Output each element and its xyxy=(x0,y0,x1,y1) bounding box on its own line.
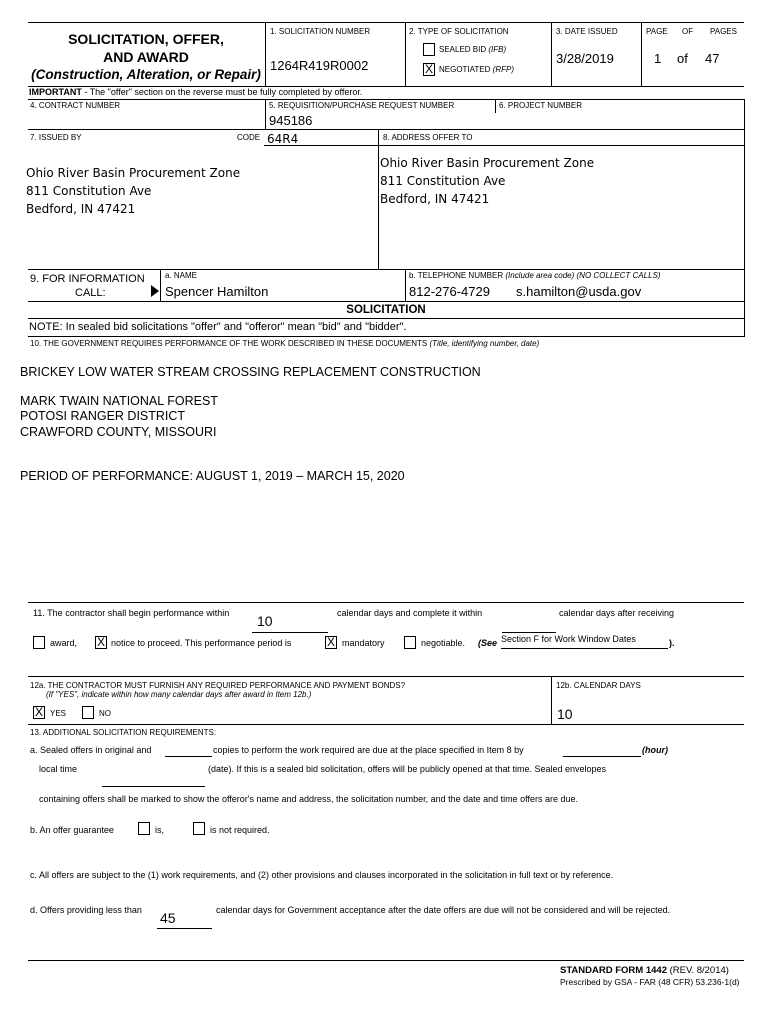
guarantee-is-checkbox[interactable] xyxy=(138,822,150,835)
item13a-part3: (date). If this is a sealed bid solicitation, offers will be publicly opened at that time. Sealed envelopes xyxy=(208,764,607,774)
see-reference[interactable]: Section F for Work Window Dates xyxy=(501,634,668,649)
item10-note: (Title, identifying number, date) xyxy=(429,339,540,348)
form-number xyxy=(560,965,729,977)
bonds-yes-label: YES xyxy=(50,709,67,718)
pages-label: PAGES xyxy=(710,27,737,36)
item12a-note: (If "YES", indicate within how many calendar days after award in Item 12b.) xyxy=(46,690,312,699)
negotiable-label: negotiable. xyxy=(421,638,466,648)
form-number-bold: STANDARD FORM 1442 xyxy=(560,965,667,976)
item12b-label: 12b. CALENDAR DAYS xyxy=(556,681,641,690)
see-label: (See xyxy=(478,638,498,648)
item11-text3: calendar days after receiving xyxy=(559,608,675,618)
negotiated-checkbox[interactable]: X xyxy=(424,62,433,76)
negotiable-checkbox[interactable] xyxy=(404,636,416,649)
contact-name-label: a. NAME xyxy=(165,271,198,280)
telephone-note: (Include area code) (NO COLLECT CALLS) xyxy=(505,271,661,280)
item13c-text: c. All offers are subject to the (1) work requirements, and (2) other provisions and clauses incorporated in the solicitation in full text or by reference. xyxy=(30,870,614,880)
page-label: PAGE xyxy=(646,27,668,36)
bonds-no-checkbox[interactable] xyxy=(82,706,94,719)
item13a-part1: a. Sealed offers in original and xyxy=(30,745,152,755)
project-number-label: 6. PROJECT NUMBER xyxy=(499,101,582,110)
date-issued-label: 3. DATE ISSUED xyxy=(556,27,618,36)
telephone-label xyxy=(409,271,661,281)
contact-name-value[interactable]: Spencer Hamilton xyxy=(165,284,269,299)
form-revision: (REV. 8/2014) xyxy=(669,965,729,976)
date-issued-value[interactable]: 3/28/2019 xyxy=(556,51,614,66)
award-checkbox[interactable] xyxy=(33,636,45,649)
form-title-line2: AND AWARD xyxy=(103,49,189,65)
forest-name: MARK TWAIN NATIONAL FOREST xyxy=(20,394,218,408)
of-label: OF xyxy=(682,27,694,36)
acceptance-days-value[interactable]: 45 xyxy=(160,910,176,926)
email-value[interactable]: s.hamilton@usda.gov xyxy=(516,284,642,299)
item12b-value[interactable]: 10 xyxy=(557,706,573,722)
issued-by-label: 7. ISSUED BY xyxy=(30,133,82,142)
solicitation-heading: SOLICITATION xyxy=(346,304,426,316)
sealed-bid-checkbox[interactable] xyxy=(423,43,435,56)
item13a-part2: copies to perform the work required are due at the place specified in Item 8 by xyxy=(213,745,524,755)
see-close: ). xyxy=(669,638,675,648)
item13b-label: b. An offer guarantee xyxy=(30,825,114,835)
item13a-part4: containing offers shall be marked to show the offeror's name and address, the solicitation number, and the date and time offers are due. xyxy=(39,794,579,804)
solicitation-number-label: 1. SOLICITATION NUMBER xyxy=(270,27,371,36)
item13d-part2: calendar days for Government acceptance after the date offers are due will not be considered and will be rejected. xyxy=(216,905,671,915)
form-title-line3: (Construction, Alteration, or Repair) xyxy=(31,67,261,82)
sealed-bid-text xyxy=(439,45,506,55)
sealed-bid-label: SEALED BID xyxy=(439,45,487,54)
item13a-local-time: local time xyxy=(39,764,78,774)
item13b-not: is not required. xyxy=(210,825,270,835)
mandatory-label: mandatory xyxy=(342,638,385,648)
requisition-number-label: 5. REQUISITION/PURCHASE REQUEST NUMBER xyxy=(269,101,455,110)
notice-to-proceed-checkbox[interactable]: X xyxy=(96,635,105,649)
telephone-label-text: b. TELEPHONE NUMBER xyxy=(409,271,504,280)
info-call-label xyxy=(30,272,158,300)
issuing-office-code[interactable]: 64R4 xyxy=(267,132,299,146)
offer-to-address[interactable]: Ohio River Basin Procurement Zone 811 Constitution Ave Bedford, IN 47421 xyxy=(380,156,595,206)
bonds-yes-checkbox[interactable]: X xyxy=(34,705,43,719)
requisition-number-value[interactable]: 945186 xyxy=(269,113,313,128)
sealed-bid-abbr: (IFB) xyxy=(488,45,507,54)
bid-note: NOTE: In sealed bid solicitations "offer" and "offeror" mean "bid" and "bidder". xyxy=(29,321,407,333)
item13-label: 13. ADDITIONAL SOLICITATION REQUIREMENTS: xyxy=(30,728,217,737)
item13a-hour: (hour) xyxy=(642,745,668,755)
prescribed-by: Prescribed by GSA - FAR (48 CFR) 53.236-1(d) xyxy=(560,977,740,987)
address-offer-to-label: 8. ADDRESS OFFER TO xyxy=(383,133,473,142)
award-label: award, xyxy=(50,638,78,648)
code-label: CODE xyxy=(237,133,261,142)
important-text: - The "offer" section on the reverse must be fully completed by offeror. xyxy=(81,87,363,97)
solicitation-type-label: 2. TYPE OF SOLICITATION xyxy=(409,27,509,36)
item11-text2: calendar days and complete it within xyxy=(337,608,483,618)
item11-text1: 11. The contractor shall begin performance within xyxy=(33,608,230,618)
info-call-line1: 9. FOR INFORMATION xyxy=(30,273,145,285)
item13b-is: is, xyxy=(155,825,164,835)
begin-performance-days[interactable]: 10 xyxy=(257,613,273,629)
arrow-right-icon xyxy=(151,285,159,297)
period-of-performance: PERIOD OF PERFORMANCE: AUGUST 1, 2019 – MARCH 15, 2020 xyxy=(20,469,405,483)
bonds-no-label: NO xyxy=(99,709,111,718)
form-title-line1: SOLICITATION, OFFER, xyxy=(68,31,224,47)
negotiated-text xyxy=(439,65,514,75)
item13d-part1: d. Offers providing less than xyxy=(30,905,142,915)
telephone-value[interactable]: 812-276-4729 xyxy=(409,284,490,299)
negotiated-abbr: (RFP) xyxy=(492,65,514,74)
solicitation-number-value[interactable]: 1264R419R0002 xyxy=(270,58,369,73)
due-date-field[interactable] xyxy=(102,774,205,787)
item10-label xyxy=(30,339,539,349)
due-hour-field[interactable] xyxy=(563,744,641,757)
copies-field[interactable] xyxy=(165,744,212,757)
negotiated-label: NEGOTIATED xyxy=(439,65,491,74)
important-notice xyxy=(29,87,362,98)
of-value: of xyxy=(677,51,688,66)
page-number-value: 1 xyxy=(654,51,662,66)
project-title: BRICKEY LOW WATER STREAM CROSSING REPLACEMENT CONSTRUCTION xyxy=(20,365,481,379)
item12a-label: 12a. THE CONTRACTOR MUST FURNISH ANY REQUIRED PERFORMANCE AND PAYMENT BONDS? xyxy=(30,681,406,690)
important-bold: IMPORTANT xyxy=(29,87,82,97)
info-call-line2: CALL: xyxy=(75,287,106,299)
total-pages-value: 47 xyxy=(705,51,720,66)
mandatory-checkbox[interactable]: X xyxy=(326,635,335,649)
ranger-district: POTOSI RANGER DISTRICT xyxy=(20,409,186,423)
item10-label-text: 10. THE GOVERNMENT REQUIRES PERFORMANCE OF THE WORK DESCRIBED IN THESE DOCUMENTS xyxy=(30,339,428,348)
guarantee-not-required-checkbox[interactable] xyxy=(193,822,205,835)
notice-to-proceed-label: notice to proceed. This performance period is xyxy=(111,638,292,648)
county-state: CRAWFORD COUNTY, MISSOURI xyxy=(20,425,217,439)
complete-within-days-field[interactable] xyxy=(502,611,556,633)
issued-by-address[interactable]: Ohio River Basin Procurement Zone 811 Constitution Ave Bedford, IN 47421 xyxy=(26,166,241,216)
contract-number-label: 4. CONTRACT NUMBER xyxy=(30,101,121,110)
